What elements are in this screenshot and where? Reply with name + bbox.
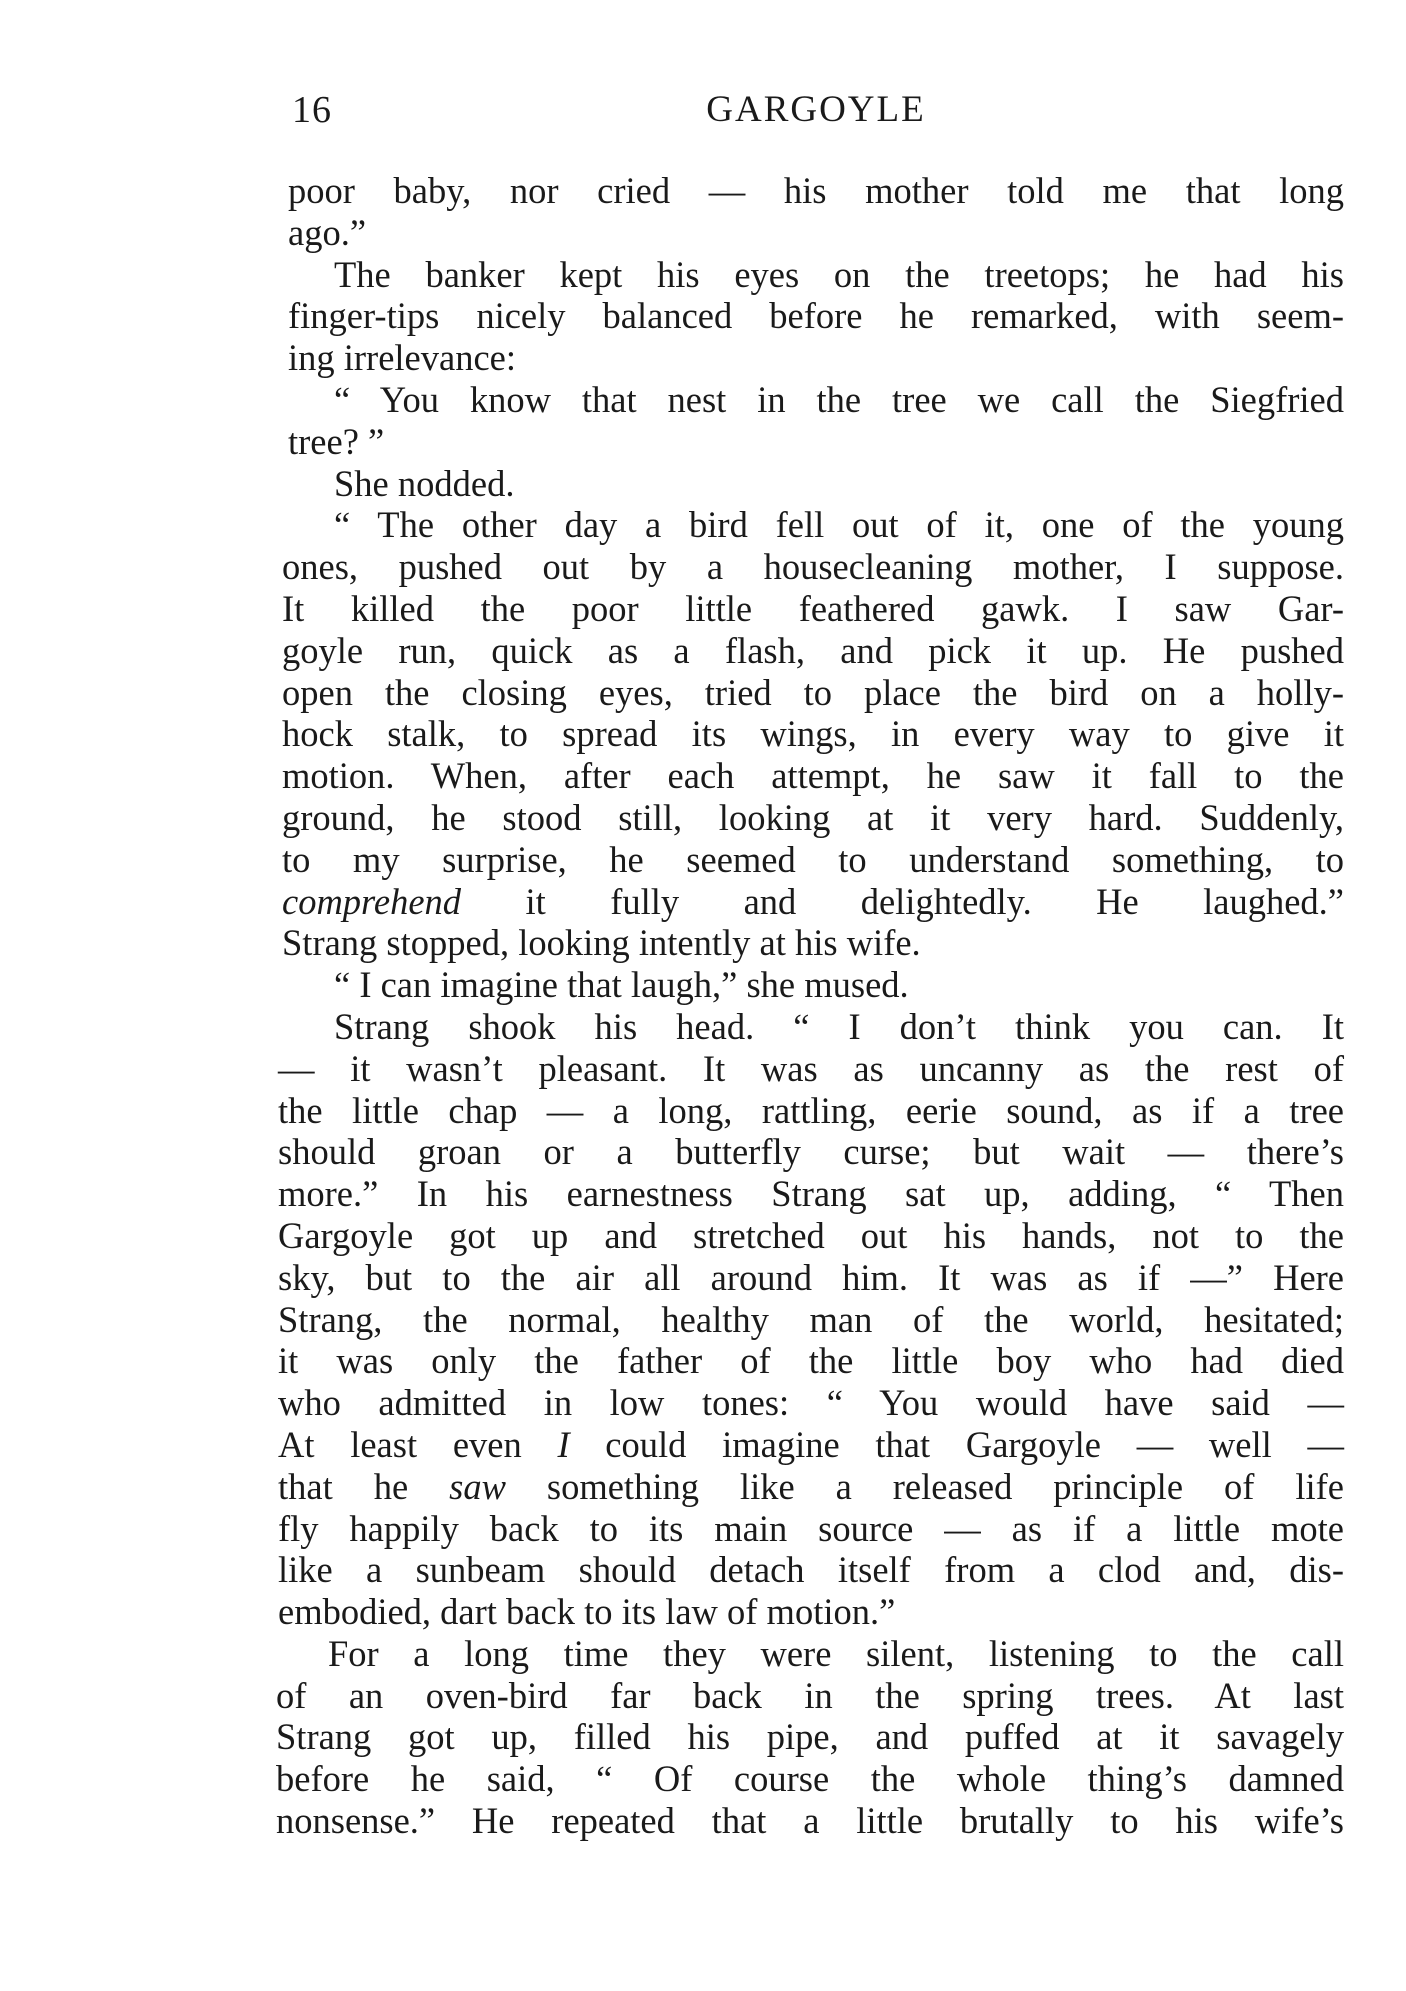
text-line: The banker kept his eyes on the treetops; he had his [334, 253, 1344, 295]
text-line: nonsense.” He repeated that a little brutally to his wife’s [276, 1800, 1344, 1842]
emphasis: saw [449, 1465, 506, 1507]
text-line: ing irrelevance: [288, 337, 517, 379]
text-line: embodied, dart back to its law of motion.” [278, 1591, 896, 1633]
emphasis: comprehend [282, 880, 462, 922]
text-line: Strang, the normal, healthy man of the world, hesitated; [278, 1298, 1344, 1340]
text-line: “ The other day a bird fell out of it, one of the young [334, 504, 1344, 546]
text-run: At least even [278, 1423, 558, 1465]
text-line: sky, but to the air all around him. It was as if —” Here [278, 1256, 1344, 1298]
text-line: fly happily back to its main source — as if a little mote [278, 1507, 1344, 1549]
text-line: For a long time they were silent, listening to the call [328, 1632, 1344, 1674]
text-line: hock stalk, to spread its wings, in every way to give it [282, 713, 1344, 755]
text-line: before he said, “ Of course the whole thing’s damned [276, 1758, 1344, 1800]
text-line: the little chap — a long, rattling, eerie sound, as if a tree [278, 1089, 1344, 1131]
emphasis: I [557, 1423, 570, 1465]
text-line: ones, pushed out by a housecleaning mother, I suppose. [282, 546, 1344, 588]
text-run: that he [278, 1465, 450, 1507]
text-line [278, 1466, 1344, 1508]
text-line: open the closing eyes, tried to place the bird on a holly- [282, 671, 1344, 713]
text-line: Strang got up, filled his pipe, and puffed at it savagely [276, 1716, 1344, 1758]
text-line: “ You know that nest in the tree we call the Siegfried [334, 378, 1344, 420]
text-line: should groan or a butterfly curse; but wait — there’s [278, 1131, 1344, 1173]
text-line: — it wasn’t pleasant. It was as uncanny as the rest of [278, 1047, 1344, 1089]
text-line: more.” In his earnestness Strang sat up, adding, “ Then [278, 1173, 1344, 1215]
body-text [276, 170, 1344, 1842]
text-line: goyle run, quick as a flash, and pick it up. He pushed [282, 629, 1344, 671]
text-line: tree? ” [288, 420, 385, 462]
text-line: poor baby, nor cried — his mother told me that long [288, 170, 1344, 211]
text-run: could imagine that Gargoyle — well — [569, 1423, 1344, 1465]
text-line: to my surprise, he seemed to understand something, to [282, 838, 1344, 880]
text-line: “ I can imagine that laugh,” she mused. [334, 964, 909, 1006]
text-line: Strang stopped, looking intently at his wife. [282, 922, 921, 964]
text-line: ago.” [288, 211, 367, 253]
text-run: it fully and delightedly. He laughed.” [461, 880, 1344, 922]
text-run: something like a released principle of life [505, 1465, 1344, 1507]
text-line: finger-tips nicely balanced before he remarked, with seem- [288, 295, 1344, 337]
text-line: Gargoyle got up and stretched out his hands, not to the [278, 1214, 1344, 1256]
text-line: it was only the father of the little boy who had died [278, 1340, 1344, 1382]
page-header [292, 88, 1340, 148]
text-line: Strang shook his head. “ I don’t think you can. It [334, 1005, 1344, 1047]
text-line [282, 881, 1344, 923]
text-line: motion. When, after each attempt, he saw it fall to the [282, 755, 1344, 797]
running-title: GARGOYLE [706, 89, 926, 130]
text-line [278, 1424, 1344, 1466]
text-line: like a sunbeam should detach itself from a clod and, dis- [278, 1549, 1344, 1591]
text-line: of an oven-bird far back in the spring trees. At last [276, 1674, 1344, 1716]
text-line: ground, he stood still, looking at it very hard. Suddenly, [282, 796, 1344, 838]
text-line: who admitted in low tones: “ You would have said — [278, 1382, 1344, 1424]
page-number: 16 [292, 89, 332, 131]
text-line: It killed the poor little feathered gawk. I saw Gar- [282, 587, 1344, 629]
text-line: She nodded. [334, 462, 515, 504]
